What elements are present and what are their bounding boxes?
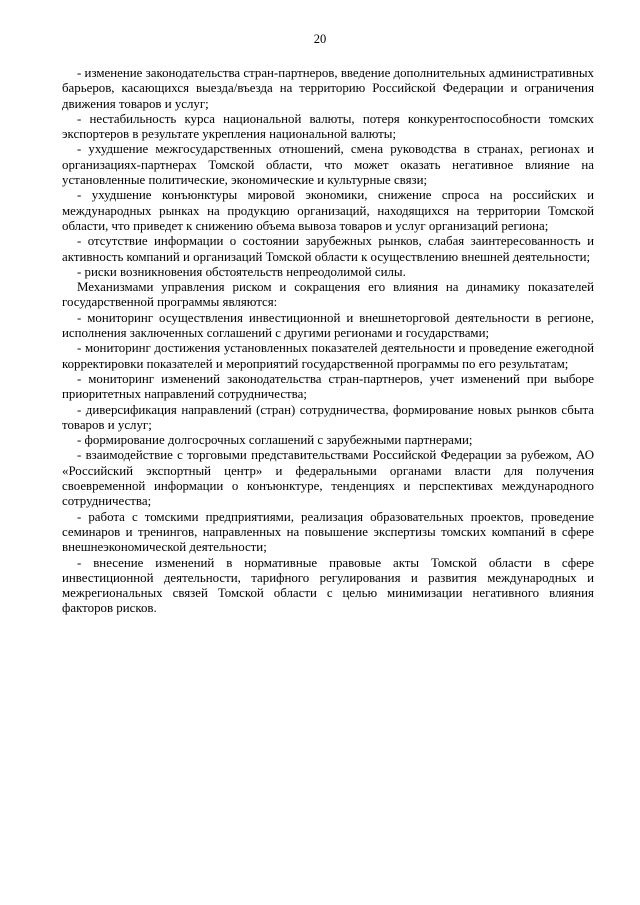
mechanism-item-diversification: - диверсификация направлений (стран) сотрудничества, формирование новых рынков сбыта товаров и услуг; <box>62 402 594 432</box>
risk-item-interstate-relations: - ухудшение межгосударственных отношений, смена руководства в странах, регионах и организациях-партнерах Томской области, что может оказать негативное влияние на установленные политические, экономические и культурные связи; <box>62 142 594 188</box>
mechanisms-intro: Механизмами управления риском и сокращения его влияния на динамику показателей государственной программы являются: <box>62 280 594 310</box>
page-number: 20 <box>313 32 327 46</box>
risk-item-lack-of-information: - отсутствие информации о состоянии зарубежных рынков, слабая заинтересованность и активность компаний и организаций Томской области к осуществлению внешней деятельности; <box>62 234 594 264</box>
document-body <box>62 66 594 617</box>
mechanism-item-legislation-monitoring: - мониторинг изменений законодательства стран-партнеров, учет изменений при выборе приоритетных направлений сотрудничества; <box>62 371 594 402</box>
risk-item-world-economy: - ухудшение конъюнктуры мировой экономики, снижение спроса на российских и международных рынках на продукцию организаций, находящихся на территории Томской области, что приведет к снижению объема вывоза товаров и услуг организаций региона; <box>62 188 594 233</box>
mechanism-item-indicator-monitoring: - мониторинг достижения установленных показателей деятельности и проведение ежегодной корректировки показателей и мероприятий государственной программы по его результатам; <box>62 341 594 371</box>
risk-item-force-majeure: - риски возникновения обстоятельств непреодолимой силы. <box>77 264 406 279</box>
mechanism-item-trade-representations: - взаимодействие с торговыми представительствами Российской Федерации за рубежом, АО «Российский экспортный центр» и федеральными органами власти для получения своевременной информации о конъюнктуре, тенденциях и перспективах международного сотрудничества; <box>62 448 594 509</box>
mechanism-item-regulatory-changes: - внесение изменений в нормативные правовые акты Томской области в сфере инвестиционной деятельности, тарифного регулирования и развития международных и межрегиональных связей Томской области с целью минимизации негативного влияния факторов рисков. <box>62 555 594 616</box>
risk-item-legislation-change: - изменение законодательства стран-партнеров, введение дополнительных административных барьеров, касающихся выезда/въезда на территорию Российской Федерации и ограничения движения товаров и услуг; <box>62 66 594 111</box>
risk-item-currency-instability: - нестабильность курса национальной валюты, потеря конкурентоспособности томских экспортеров в результате укрепления национальной валюты; <box>62 111 594 142</box>
mechanism-item-work-with-enterprises: - работа с томскими предприятиями, реализация образовательных проектов, проведение семинаров и тренингов, направленных на повышение экспертизы томских компаний в сфере внешнеэкономической деятельности; <box>62 509 594 555</box>
mechanism-item-investment-monitoring: - мониторинг осуществления инвестиционной и внешнеторговой деятельности в регионе, исполнения заключенных соглашений с другими регионами и государствами; <box>62 310 594 341</box>
mechanism-item-long-term-agreements: - формирование долгосрочных соглашений с зарубежными партнерами; <box>77 433 473 448</box>
